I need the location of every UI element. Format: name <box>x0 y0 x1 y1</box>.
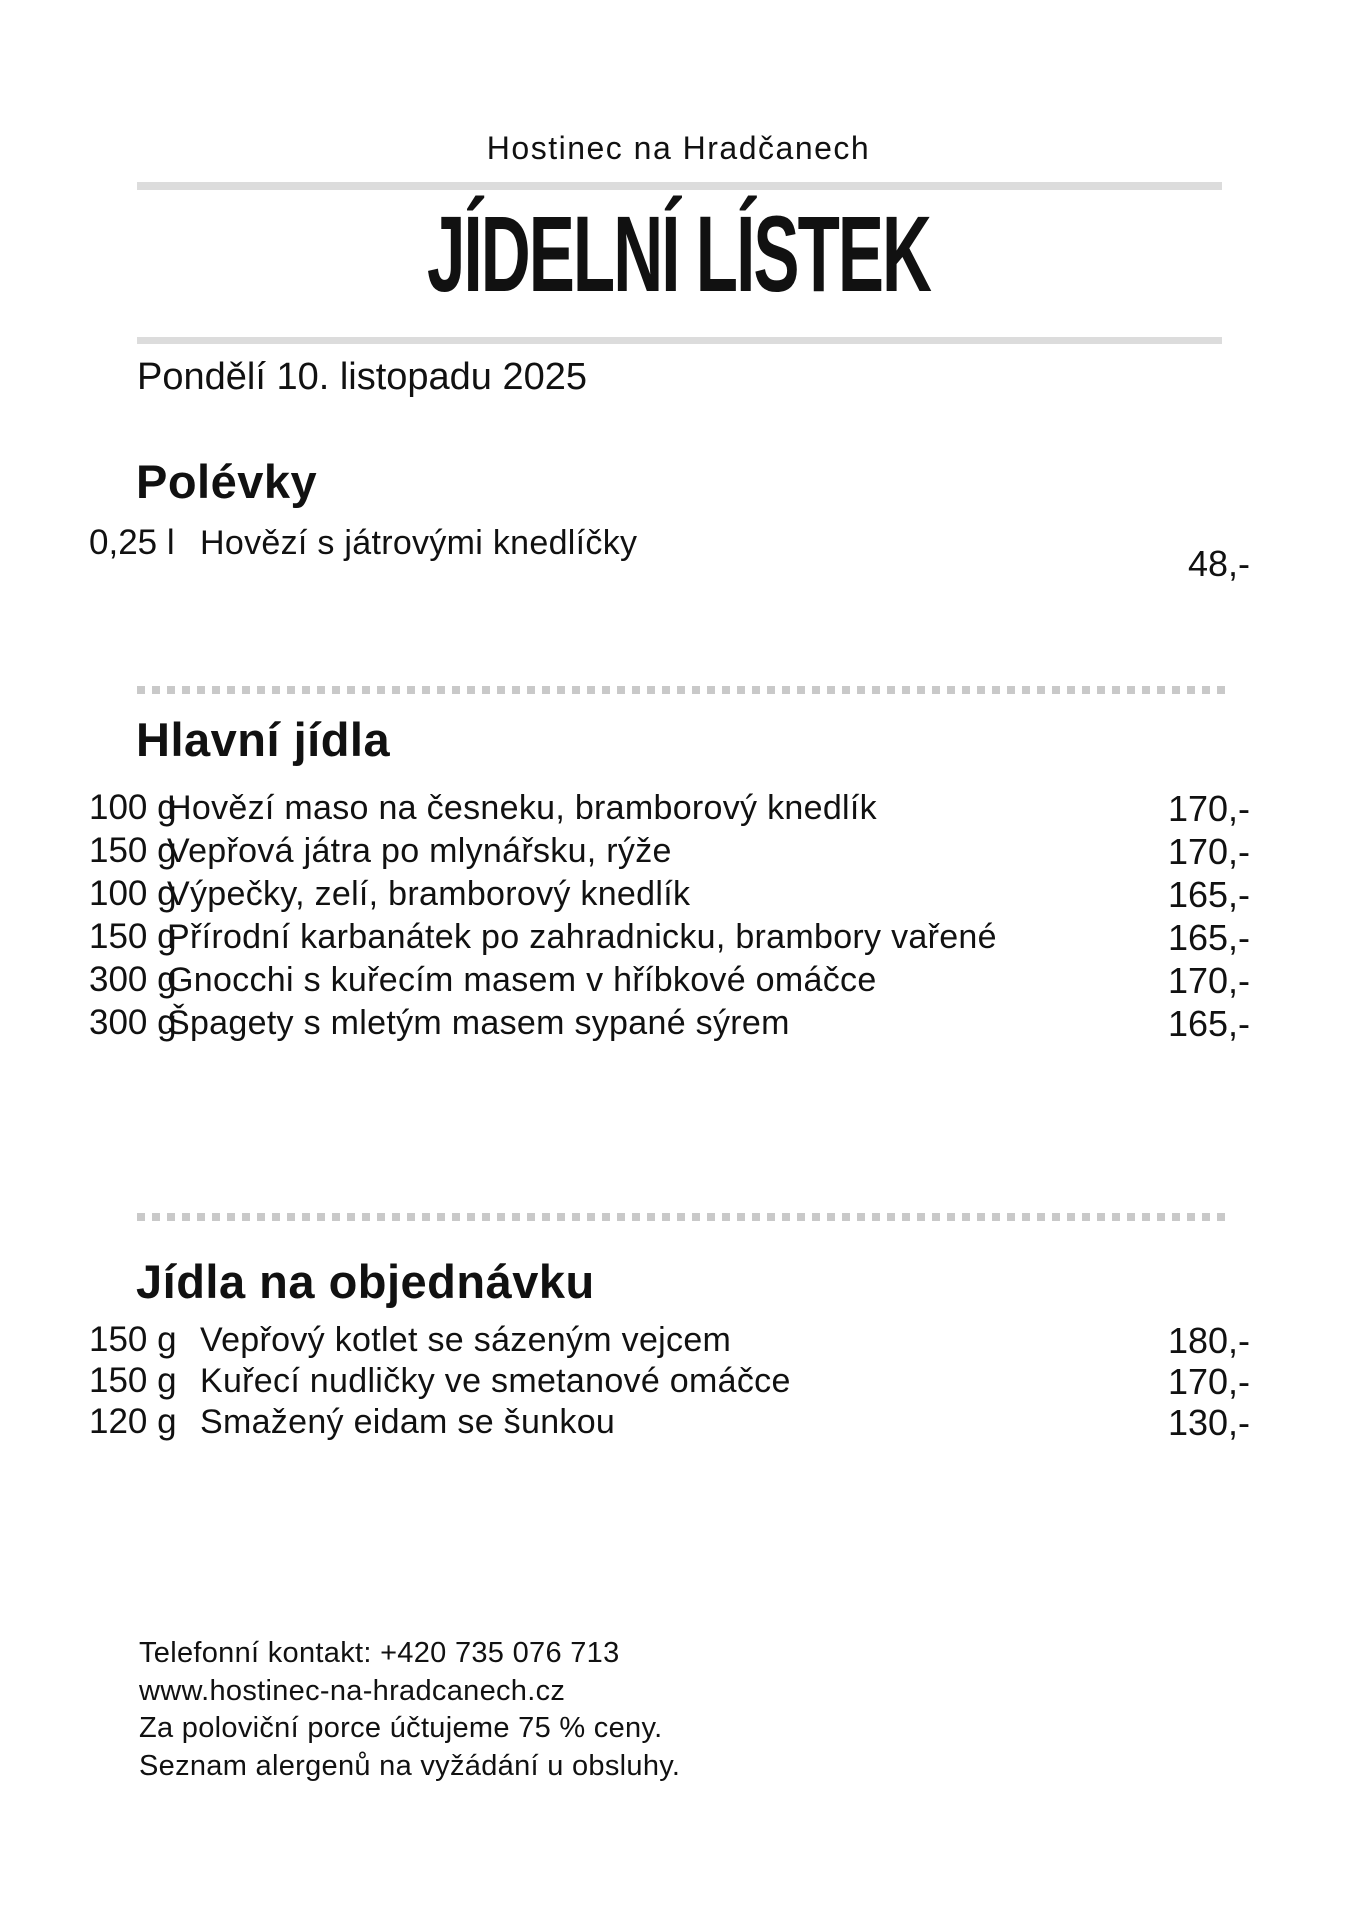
item-name: Hovězí maso na česneku, bramborový knedlík <box>167 789 877 827</box>
item-amount: 300 g <box>89 1003 177 1042</box>
footer-allergen-note: Seznam alergenů na vyžádání u obsluhy. <box>139 1749 681 1782</box>
section-heading-mains: Hlavní jídla <box>136 713 391 766</box>
footer <box>139 1635 680 1785</box>
item-price: 170,- <box>1167 788 1250 829</box>
horizontal-rule-top <box>137 182 1222 190</box>
item-amount: 0,25 l <box>89 523 175 562</box>
item-price: 130,- <box>1167 1402 1250 1443</box>
item-name: Přírodní karbanátek po zahradnicku, brambory vařené <box>167 918 997 956</box>
item-amount: 300 g <box>89 960 177 999</box>
item-amount: 120 g <box>89 1402 177 1441</box>
restaurant-name: Hostinec na Hradčanech <box>486 130 871 166</box>
menu-item-row <box>0 1402 1357 1442</box>
item-name: Gnocchi s kuřecím masem v hříbkové omáčce <box>167 961 877 999</box>
footer-half-portion-note: Za poloviční porce účtujeme 75 % ceny. <box>139 1712 663 1744</box>
page-title: JÍDELNÍ LÍSTEK <box>426 193 931 314</box>
menu-item-row <box>0 874 1357 914</box>
menu-item-row <box>0 788 1357 828</box>
item-amount: 150 g <box>89 1320 177 1359</box>
item-price: 170,- <box>1167 831 1250 872</box>
menu-item-row <box>0 917 1357 957</box>
item-price: 48,- <box>1187 543 1250 584</box>
menu-item-row <box>0 1361 1357 1401</box>
item-price: 170,- <box>1167 1361 1250 1402</box>
horizontal-rule-under-title <box>137 337 1222 344</box>
dotted-divider <box>137 686 1230 694</box>
item-price: 170,- <box>1167 960 1250 1001</box>
dotted-divider <box>137 1213 1230 1221</box>
item-price: 165,- <box>1167 874 1250 915</box>
footer-website: www.hostinec-na-hradcanech.cz <box>139 1674 566 1707</box>
item-amount: 150 g <box>89 1361 177 1400</box>
item-name: Vepřový kotlet se sázeným vejcem <box>200 1321 732 1359</box>
item-name: Vepřová játra po mlynářsku, rýže <box>167 832 672 870</box>
item-amount: 100 g <box>89 788 177 827</box>
menu-item-row <box>0 960 1357 1000</box>
item-amount: 150 g <box>89 917 177 956</box>
item-name: Hovězí s játrovými knedlíčky <box>200 524 638 562</box>
item-name: Kuřecí nudličky ve smetanové omáčce <box>200 1362 791 1400</box>
item-price: 165,- <box>1167 1003 1250 1044</box>
menu-item-row <box>0 1003 1357 1043</box>
item-price: 180,- <box>1167 1320 1250 1361</box>
section-heading-soups: Polévky <box>136 455 318 508</box>
item-amount: 100 g <box>89 874 177 913</box>
section-heading-order: Jídla na objednávku <box>136 1255 595 1308</box>
footer-phone: Telefonní kontakt: +420 735 076 713 <box>139 1637 620 1669</box>
menu-item-row <box>0 831 1357 871</box>
item-name: Výpečky, zelí, bramborový knedlík <box>167 875 691 913</box>
item-price: 165,- <box>1167 917 1250 958</box>
item-name: Smažený eidam se šunkou <box>200 1403 616 1441</box>
menu-item-row <box>0 523 1357 584</box>
item-amount: 150 g <box>89 831 177 870</box>
menu-date: Pondělí 10. listopadu 2025 <box>137 356 588 398</box>
menu-item-row <box>0 1320 1357 1360</box>
item-name: Špagety s mletým masem sypané sýrem <box>167 1004 790 1042</box>
